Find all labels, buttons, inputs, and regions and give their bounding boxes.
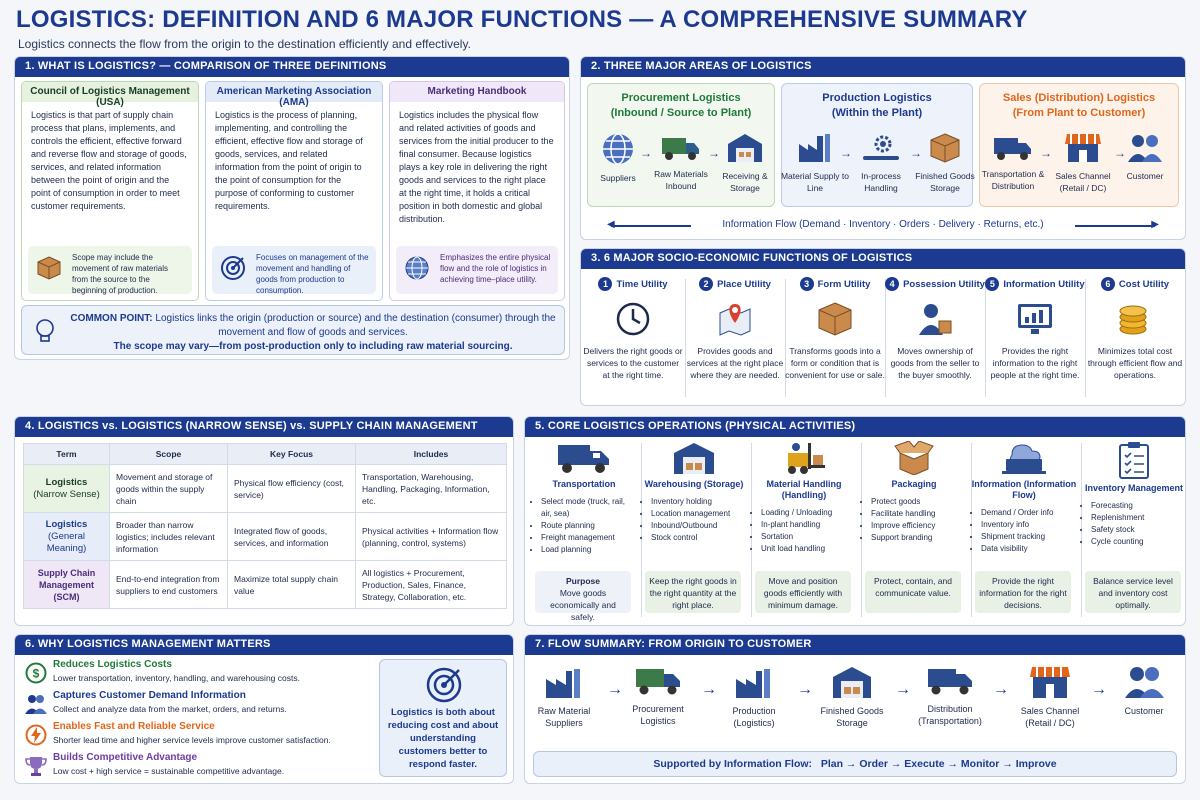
- area-title: Sales (Distribution) Logistics (From Plant to Customer): [1002, 92, 1156, 119]
- dollar-icon: [25, 662, 47, 684]
- box-icon: [929, 132, 961, 164]
- function-information-utility: 5 Information Utility Provides the right information to the right people at the right time.: [985, 277, 1085, 401]
- definition-note: [212, 246, 376, 294]
- area-title: Production Logistics (Within the Plant): [822, 92, 932, 119]
- op-purpose: Protect, contain, and communicate value.: [865, 571, 961, 613]
- definition-ama: [205, 81, 383, 301]
- function-possession-utility: 4 Possession Utility Moves ownership of goods from the seller to the buyer smoothly.: [885, 277, 985, 401]
- table-header: Term: [24, 444, 110, 465]
- table-row: Logistics (Narrow Sense) Movement and storage of goods within the supply chain Physical flow efficiency (cost, service) Transportation, Warehousing, Handling, Packaging, Information, etc.: [24, 465, 507, 513]
- definition-head: Marketing Handbook: [390, 82, 564, 102]
- arrow-icon: →: [840, 146, 852, 160]
- section-header: 3. 6 MAJOR SOCIO-ECONOMIC FUNCTIONS OF LOGISTICS: [581, 249, 1185, 269]
- table-row: Logistics (General Meaning) Broader than narrow logistics; includes relevant information Integrated flow of goods, services, and information Physical activities + Information flow (planning, control, systems): [24, 513, 507, 561]
- section-header: 1. WHAT IS LOGISTICS? — COMPARISON OF THREE DEFINITIONS: [15, 57, 569, 77]
- flow-step: Procurement Logistics: [615, 665, 701, 727]
- truck-icon: [661, 132, 701, 162]
- callout-box: [379, 659, 507, 777]
- table-header: Includes: [356, 444, 507, 465]
- area-step: Raw Materials Inbound: [646, 132, 716, 192]
- note-text: Scope may include the movement of raw materials from the source to the beginning of production.: [72, 253, 169, 295]
- chain-step: Improve: [1015, 758, 1057, 770]
- note-text: Focuses on management of the movement and handling of goods from production to consumption.: [256, 253, 369, 295]
- arrow-icon: →: [701, 681, 717, 698]
- op-inventory-management: Inventory Management • Forecasting • Replenishment • Safety stock • Cycle counting: [1081, 441, 1186, 617]
- warehouse-icon: [831, 665, 873, 699]
- section-header: 4. LOGISTICS vs. LOGISTICS (NARROW SENSE) vs. SUPPLY CHAIN MANAGEMENT: [15, 417, 513, 437]
- cloud-laptop-icon: [1000, 441, 1048, 475]
- why-item: Enables Fast and Reliable Service Shorter lead time and higher service levels improve customer satisfaction.: [23, 721, 373, 751]
- definition-body: Logistics is that part of supply chain process that plans, implements, and controls the efficient, effective forward and reverse flow and storage of goods, services, and related information between the point of origin and the point of consumption in order to meet customer requirements.: [31, 110, 187, 211]
- section-flow-summary: [524, 634, 1186, 784]
- box-icon: [36, 255, 62, 281]
- table-header: Key Focus: [228, 444, 356, 465]
- section-header: 7. FLOW SUMMARY: FROM ORIGIN TO CUSTOMER: [525, 635, 1185, 655]
- definition-clm: [21, 81, 199, 301]
- flow-step: Finished Goods Storage: [809, 665, 895, 729]
- section-header: 6. WHY LOGISTICS MANAGEMENT MATTERS: [15, 635, 513, 655]
- arrow-icon: →: [890, 758, 902, 770]
- comparison-table: [23, 443, 507, 609]
- arrow-icon: →: [947, 758, 958, 770]
- area-step: Material Supply to Line: [780, 132, 850, 194]
- callout-text: Logistics is both about reducing cost and about understanding customers better to respond faster.: [387, 707, 499, 770]
- area-step: Transportation & Distribution: [978, 132, 1048, 192]
- factory-icon: [734, 665, 774, 699]
- info-flow-label: Information Flow (Demand · Inventory · Orders · Delivery · Returns, etc.): [722, 219, 1044, 230]
- globe-icon: [404, 255, 430, 281]
- warehouse-icon: [726, 132, 764, 164]
- users-icon: [25, 693, 47, 715]
- arrow-icon: →: [895, 681, 911, 698]
- flow-step: Customer: [1101, 665, 1186, 717]
- lightbulb-icon: [34, 318, 56, 344]
- section-what-is-logistics: [14, 56, 570, 360]
- section-header: 2. THREE MAJOR AREAS OF LOGISTICS: [581, 57, 1185, 77]
- area-step: Finished Goods Storage: [910, 132, 980, 194]
- box-icon: [817, 301, 853, 337]
- op-warehousing: Warehousing (Storage) • Inventory holding • Location management • Inbound/Outbound • Stock control: [641, 441, 747, 617]
- open-box-icon: [894, 441, 934, 475]
- area-procurement: [587, 83, 775, 207]
- arrow-icon: →: [640, 146, 652, 160]
- op-information: Information (Information Flow) • Demand / Order info • Inventory info • Shipment tracking • Data visibility: [971, 441, 1077, 617]
- area-step: Receiving & Storage: [710, 132, 780, 194]
- flow-step: Sales Channel (Retail / DC): [1007, 665, 1093, 729]
- truck-icon: [927, 665, 973, 697]
- arrow-icon: →: [1091, 681, 1107, 698]
- page-title: LOGISTICS: DEFINITION AND 6 MAJOR FUNCTIONS — A COMPREHENSIVE SUMMARY: [16, 6, 1028, 33]
- common-point-text: Logistics links the origin (production or source) and the destination (consumer) through the movement and flow of goods and services.: [155, 313, 556, 338]
- monitor-chart-icon: [1016, 301, 1054, 337]
- op-packaging: Packaging • Protect goods • Facilitate handling • Improve efficiency • Support branding: [861, 441, 967, 617]
- arrow-left-icon: ◀: [607, 219, 615, 230]
- section-six-functions: [580, 248, 1186, 406]
- common-point-box: [21, 305, 565, 355]
- section-core-operations: [524, 416, 1186, 626]
- function-place-utility: 2 Place Utility Provides goods and services at the right place where they are needed.: [686, 279, 784, 380]
- op-purpose: Balance service level and inventory cost optimally.: [1085, 571, 1181, 613]
- definition-note: [396, 246, 558, 294]
- clipboard-checklist-icon: [1117, 441, 1151, 479]
- arrow-icon: →: [910, 146, 922, 160]
- person-package-icon: [917, 301, 953, 337]
- truck-icon: [557, 441, 611, 475]
- area-step: Sales Channel (Retail / DC): [1048, 132, 1118, 194]
- globe-icon: [601, 132, 635, 166]
- chain-step: Monitor: [960, 758, 1000, 770]
- svg-text:$: $: [32, 666, 40, 681]
- forklift-icon: [780, 441, 828, 475]
- arrow-icon: →: [708, 146, 720, 160]
- target-icon: [425, 666, 463, 704]
- chain-label: Supported by Information Flow:: [653, 758, 813, 770]
- area-step: Suppliers: [583, 132, 653, 184]
- op-transportation: Transportation • Select mode (truck, rail, air, sea) • Route planning • Freight management • Load planning: [531, 441, 637, 617]
- why-item: Captures Customer Demand Information Collect and analyze data from the market, orders, and returns.: [23, 690, 373, 720]
- coins-icon: [1117, 301, 1153, 337]
- truck-icon: [993, 132, 1033, 162]
- arrow-right-icon: ▶: [1151, 219, 1159, 230]
- arrow-icon: →: [845, 758, 857, 770]
- function-cost-utility: 6 Cost Utility Minimizes total cost through efficient flow and operations.: [1087, 279, 1183, 380]
- table-header: Scope: [110, 444, 228, 465]
- definition-body: Logistics is the process of planning, implementing, and controlling the efficient, effective flow and storage of goods, services, and related information from the point of origin to the point of consumption for the purpose of conforming to customer requirements.: [215, 110, 363, 211]
- factory-icon: [544, 665, 584, 699]
- flow-step: Production (Logistics): [711, 665, 797, 729]
- why-item: Builds Competitive Advantage Low cost + high service = sustainable competitive advantage.: [23, 752, 373, 782]
- op-material-handling: Material Handling (Handling) • Loading / Unloading • In-plant handling • Sortation • Unit load handling: [751, 441, 857, 617]
- arrow-icon: →: [607, 681, 623, 698]
- op-purpose: Move and position goods efficiently with minimum damage.: [755, 571, 851, 613]
- chain-step: Execute: [904, 758, 945, 770]
- info-flow-bar: [607, 219, 1159, 233]
- function-form-utility: 3 Form Utility Transforms goods into a form or condition that is convenient for use or sale.: [785, 279, 885, 380]
- arrow-icon: →: [1114, 146, 1126, 160]
- factory-icon: [797, 132, 833, 164]
- op-purpose: Provide the right information for the right decisions.: [975, 571, 1071, 613]
- chain-step: Plan: [820, 758, 843, 770]
- definition-handbook: [389, 81, 565, 301]
- conveyor-gear-icon: [861, 132, 901, 164]
- table-row: Supply Chain Management (SCM) End-to-end integration from suppliers to end customers Maximize total supply chain value All logistics + Procurement, Production, Sales, Finance, Strategy, Collaboration, etc.: [24, 561, 507, 609]
- trophy-icon: [25, 755, 47, 777]
- area-sales: [979, 83, 1179, 207]
- customer-icon: [1124, 665, 1164, 699]
- definition-note: [28, 246, 192, 294]
- area-production: [781, 83, 973, 207]
- note-text: Emphasizes the entire physical flow and the role of logistics in achieving time–place utility.: [440, 253, 551, 284]
- area-title: Procurement Logistics (Inbound / Source to Plant): [610, 92, 752, 119]
- arrow-icon: →: [797, 681, 813, 698]
- section-three-areas: [580, 56, 1186, 240]
- op-purpose: Keep the right goods in the right quantity at the right place.: [645, 571, 741, 613]
- op-purpose: Purpose Move goods economically and safely.: [535, 571, 631, 613]
- why-item: $ Reduces Logistics Costs Lower transportation, inventory, handling, and warehousing costs.: [23, 659, 373, 689]
- common-point-label: COMMON POINT:: [70, 313, 153, 324]
- store-icon: [1065, 132, 1101, 164]
- arrow-icon: →: [993, 681, 1009, 698]
- page-subtitle: Logistics connects the flow from the origin to the destination efficiently and effectively.: [18, 37, 471, 51]
- arrow-icon: →: [1002, 758, 1013, 770]
- flow-step: Distribution (Transportation): [907, 665, 993, 727]
- common-point-text-2: The scope may vary—from post-production only to including raw material sourcing.: [113, 341, 513, 352]
- info-flow-chain: [533, 751, 1177, 777]
- section-comparison-table: [14, 416, 514, 626]
- truck-icon: [635, 665, 681, 697]
- definition-body: Logistics includes the physical flow and related activities of goods and services from the initial producer to the final consumer. Because logistics plays a key role in delivering the right goods and services to the right place at the right time, it holds a critical position in both domestic and global distribution.: [399, 110, 554, 224]
- lightning-icon: [25, 724, 47, 746]
- store-icon: [1030, 665, 1070, 699]
- arrow-icon: →: [1040, 146, 1052, 160]
- clock-icon: [615, 301, 651, 337]
- definition-head: American Marketing Association (AMA): [206, 82, 382, 102]
- warehouse-icon: [672, 441, 716, 475]
- map-pin-icon: [717, 301, 753, 337]
- customers-icon: [1127, 132, 1163, 164]
- flow-step: Raw Material Suppliers: [524, 665, 607, 729]
- target-icon: [220, 255, 246, 281]
- area-step: Customer: [1110, 132, 1180, 182]
- function-time-utility: 1 Time Utility Delivers the right goods or services to the customer at the right time.: [583, 279, 683, 380]
- section-header: 5. CORE LOGISTICS OPERATIONS (PHYSICAL ACTIVITIES): [525, 417, 1185, 437]
- section-why-matters: [14, 634, 514, 784]
- chain-step: Order: [859, 758, 888, 770]
- definition-head: Council of Logistics Management (USA): [22, 82, 198, 102]
- area-step: In-process Handling: [846, 132, 916, 194]
